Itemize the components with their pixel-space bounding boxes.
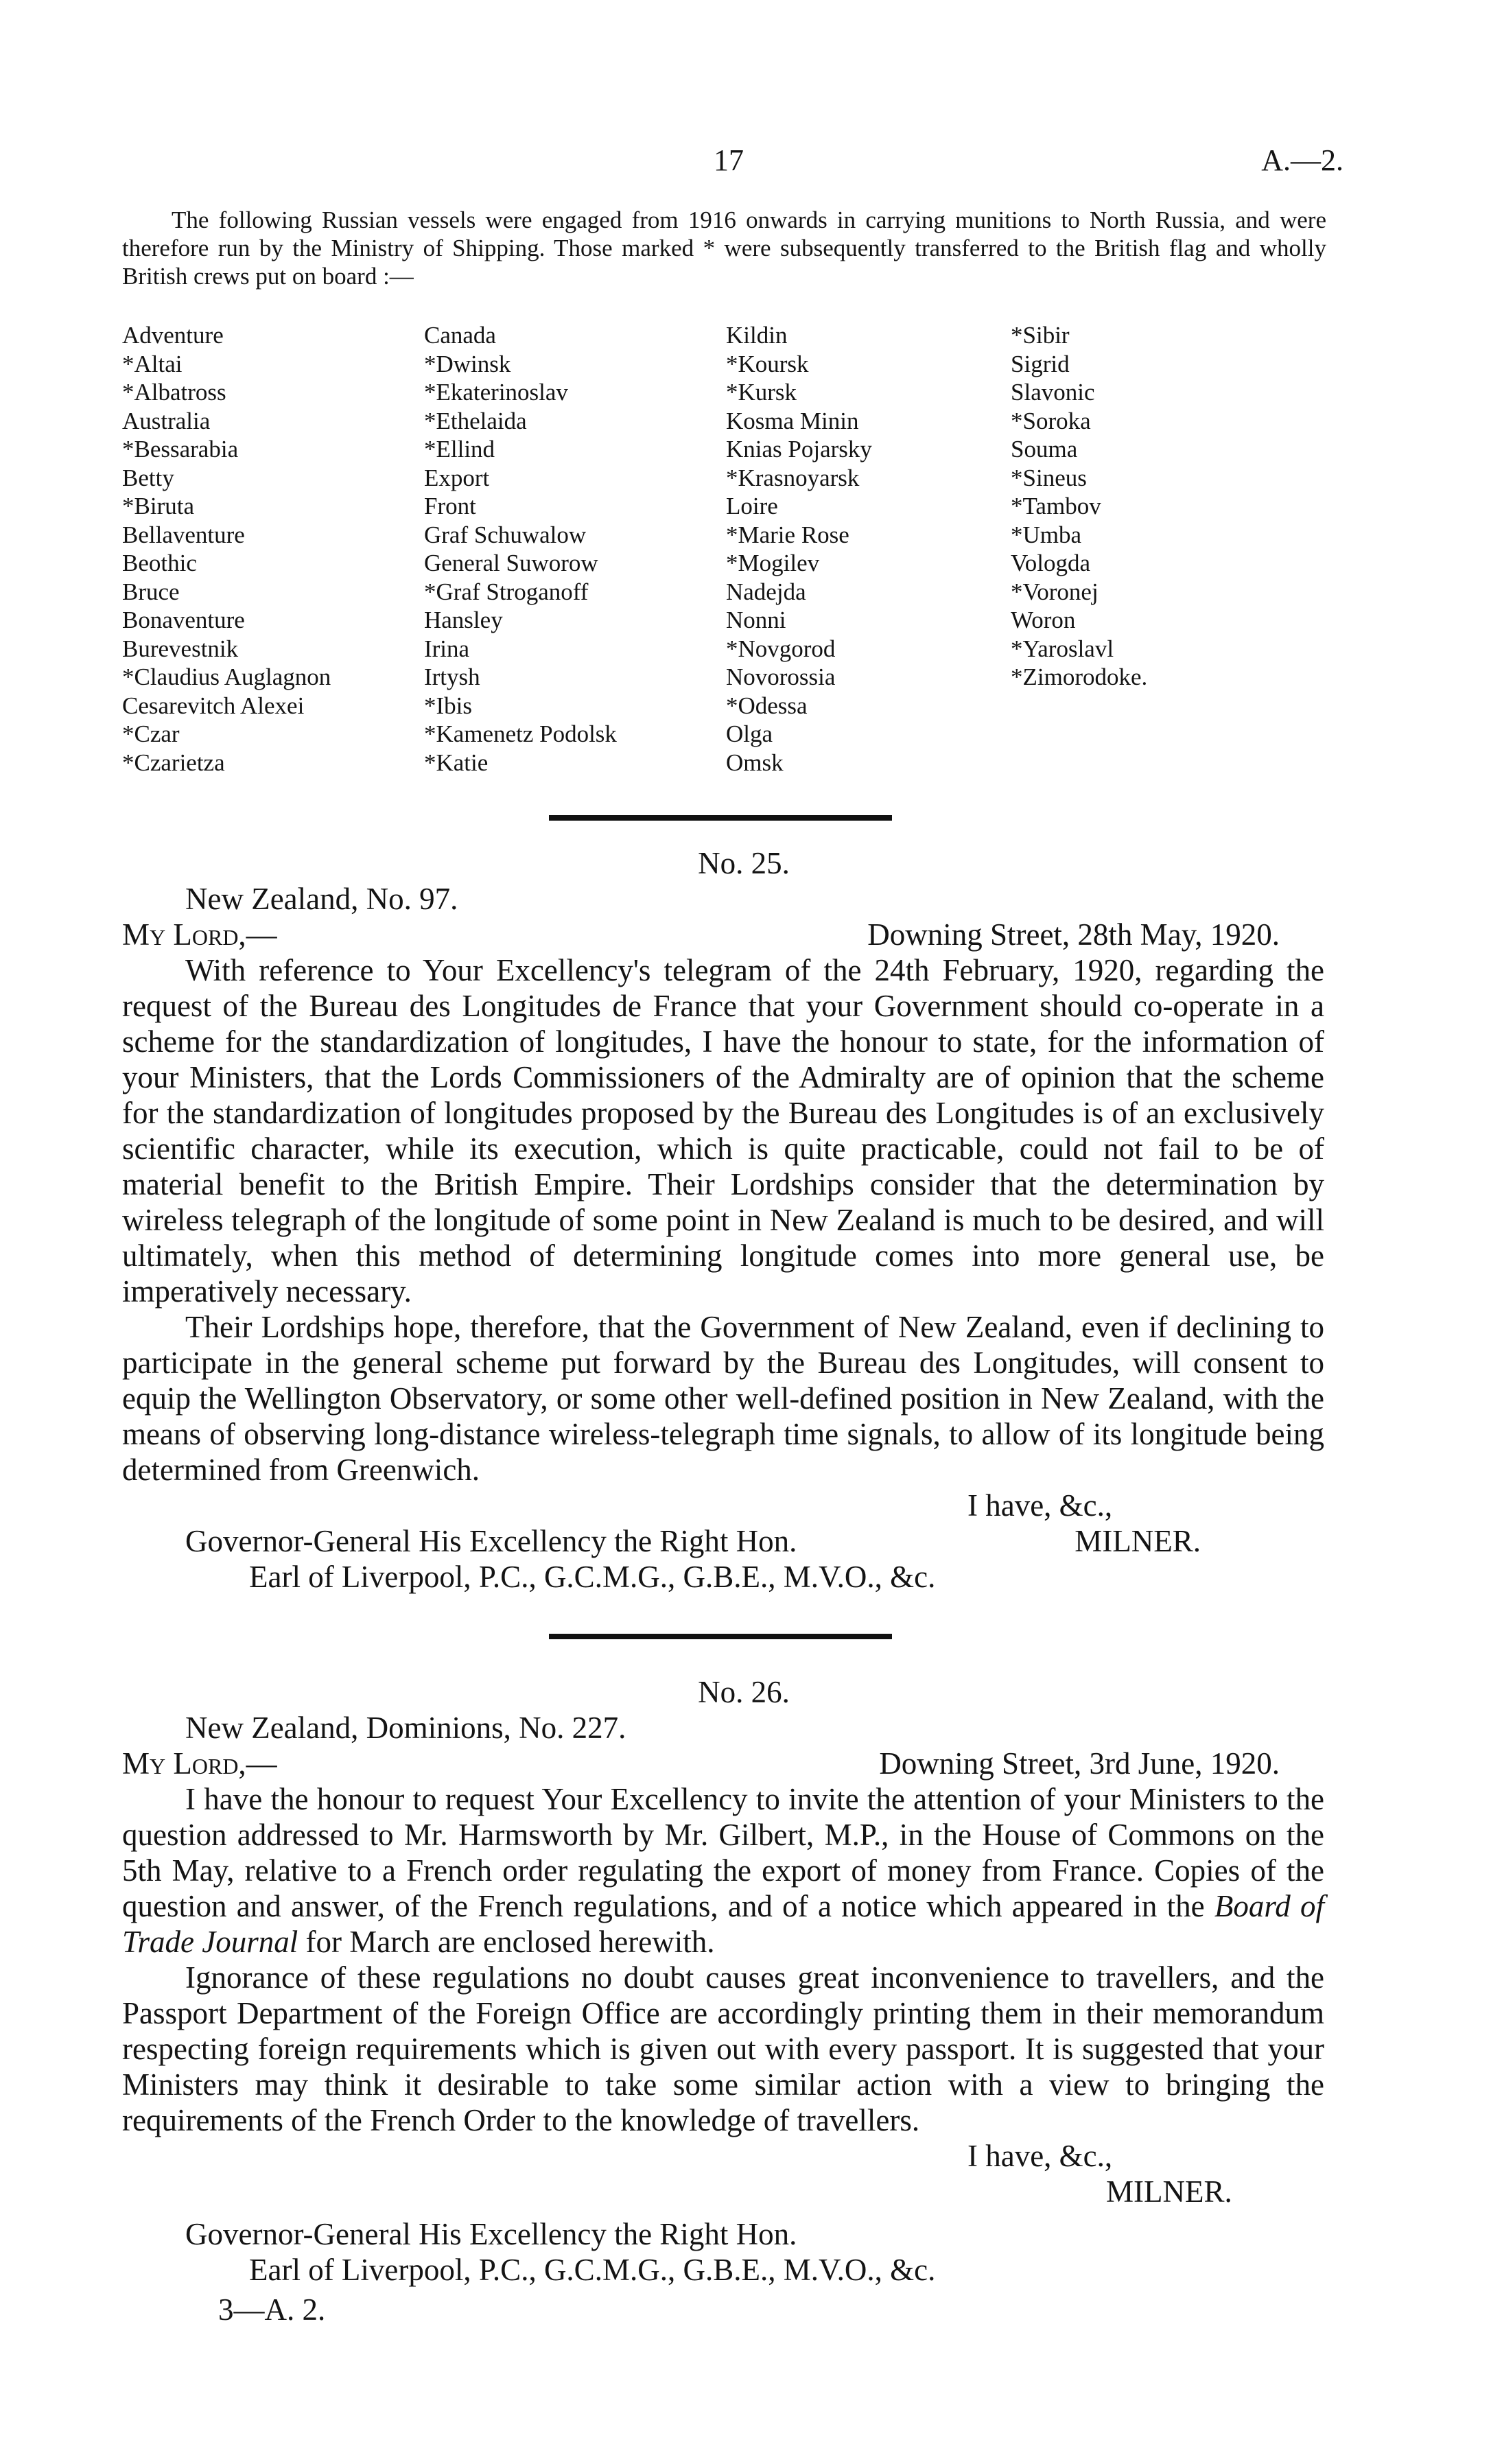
vessels-intro (122, 206, 1326, 290)
vessel-name: Olga (726, 720, 773, 747)
vessel-name: *Altai (122, 350, 183, 377)
vessel-name: *Yaroslavl (1011, 635, 1114, 662)
vessel-name: *Claudius Auglagnon (122, 664, 331, 690)
signature: MILNER. (1075, 1524, 1201, 1558)
intro-paragraph: The following Russian vessels were engaged from 1916 onwards in carrying munitions to North Russia, and were therefore run by the Ministry of Shipping. Those marked * were subsequently transferred to the British flag and wholly British crews put on board :— (122, 207, 1326, 290)
paper-reference: A.—2. (1261, 143, 1343, 177)
vessel-name: *Soroka (1011, 407, 1091, 434)
vessel-name: *Novgorod (726, 635, 836, 662)
vessel-name: *Umba (1011, 521, 1082, 548)
vessel-name: Graf Schuwalow (424, 521, 587, 548)
section-divider (549, 815, 892, 821)
vessel-name: *Ekaterinoslav (424, 379, 568, 406)
section-divider (549, 1634, 892, 1639)
vessel-name: *Katie (424, 749, 489, 776)
vessel-name: *Dwinsk (424, 350, 511, 377)
vessel-name: Beothic (122, 550, 197, 576)
vessel-list (122, 321, 1330, 777)
document-number: No. 26. (698, 1675, 790, 1709)
vessel-name: *Marie Rose (726, 521, 849, 548)
body-text-a: I have the honour to request Your Excellency to invite the attention of your Ministers to the question addressed to Mr. Harmsworth by Mr. Gilbert, M.P., in the House of Commons on the 5th May, relative to a French order regulating the export of money from France. Copies of the question and answer, of the French regulations, and of a notice which appeared in the (122, 1782, 1324, 1923)
vessel-column-2 (424, 321, 726, 777)
vessel-name: Adventure (122, 322, 224, 349)
vessel-name: Kosma Minin (726, 407, 859, 434)
vessel-name: *Czarietza (122, 749, 225, 776)
vessel-name: *Graf Stroganoff (424, 578, 589, 605)
vessel-name: *Biruta (122, 493, 194, 519)
addressee-signature-row (122, 1523, 1324, 1559)
vessel-name: Kildin (726, 322, 788, 349)
vessel-name: *Bessarabia (122, 436, 239, 462)
despatch-no-26 (122, 1674, 1324, 2327)
journal-title: Board of Trade Journal (122, 1889, 1324, 1959)
vessel-name: Slavonic (1011, 379, 1095, 406)
vessel-name: *Ethelaida (424, 407, 527, 434)
vessel-column-1 (122, 321, 424, 777)
vessel-name: *Kursk (726, 379, 797, 406)
vessel-name: *Albatross (122, 379, 226, 406)
vessel-name: Novorossia (726, 664, 836, 690)
addressee-line-1: Governor-General His Excellency the Right Hon. (185, 2217, 797, 2251)
body-text-b: for March are enclosed herewith. (298, 1925, 715, 1959)
dispatch-reference: New Zealand, Dominions, No. 227. (185, 1711, 626, 1745)
salutation-row (122, 917, 1324, 952)
vessel-name: Bonaventure (122, 607, 245, 633)
vessel-name: Betty (122, 464, 174, 491)
vessel-name: Nadejda (726, 578, 806, 605)
body-paragraph: Ignorance of these regulations no doubt causes great inconvenience to travellers, and the Passport Department of the Foreign Office are accordingly printing them in their memorandum respecting foreign requirements which is given out with every passport. It is suggested that your Ministers may think it desirable to take some similar action with a view to bringing the requirements of the French Order to the knowledge of travellers. (122, 1960, 1324, 2137)
vessel-name: *Mogilev (726, 550, 820, 576)
vessel-name: Loire (726, 493, 778, 519)
place-date: Downing Street, 3rd June, 1920. (879, 1746, 1280, 1781)
signature: MILNER. (1106, 2174, 1232, 2209)
despatch-no-25 (122, 845, 1324, 1595)
addressee-line-1: Governor-General His Excellency the Right Hon. (185, 1524, 797, 1558)
vessel-name: General Suworow (424, 550, 598, 576)
vessel-column-4 (1011, 321, 1313, 777)
vessel-name: *Voronej (1011, 578, 1099, 605)
vessel-name: *Odessa (726, 692, 808, 719)
vessel-name: Export (424, 464, 490, 491)
vessel-name: *Sibir (1011, 322, 1070, 349)
dispatch-reference: New Zealand, No. 97. (185, 882, 458, 916)
vessel-name: *Tambov (1011, 493, 1101, 519)
printer-signature-mark: 3—A. 2. (218, 2292, 326, 2327)
addressee-line-2: Earl of Liverpool, P.C., G.C.M.G., G.B.E., M.V.O., &c. (249, 1560, 936, 1594)
vessel-name: *Ibis (424, 692, 472, 719)
vessel-name: Bruce (122, 578, 180, 605)
vessel-name: *Zimorodoke. (1011, 664, 1148, 690)
vessel-name: Front (424, 493, 476, 519)
vessel-name: Cesarevitch Alexei (122, 692, 305, 719)
vessel-name: *Ellind (424, 436, 495, 462)
vessel-name: *Czar (122, 720, 180, 747)
vessel-name: Irina (424, 635, 470, 662)
vessel-name: Hansley (424, 607, 503, 633)
vessel-name: Sigrid (1011, 350, 1070, 377)
addressee-line-2: Earl of Liverpool, P.C., G.C.M.G., G.B.E., M.V.O., &c. (249, 2253, 936, 2287)
vessel-name: Irtysh (424, 664, 480, 690)
vessel-name: Bellaventure (122, 521, 245, 548)
closing: I have, &c., (967, 2139, 1113, 2173)
letter-body (122, 952, 1324, 1488)
vessel-name: Nonni (726, 607, 786, 633)
vessel-name: *Kamenetz Podolsk (424, 720, 617, 747)
vessel-name: Knias Pojarsky (726, 436, 872, 462)
letter-body (122, 1781, 1324, 2138)
vessel-name: Omsk (726, 749, 784, 776)
vessel-name: Australia (122, 407, 211, 434)
body-paragraph: With reference to Your Excellency's telegram of the 24th February, 1920, regarding the request of the Bureau des Longitudes de France that your Government should co-operate in a scheme for the standardization of longitudes, I have the honour to state, for the information of your Ministers, that the Lords Commissioners of the Admiralty are of opinion that the scheme for the standardization of longitudes proposed by the Bureau des Longitudes is of an exclusively scientific character, while its execution, which is quite practicable, could not fail to be of material benefit to the British Empire. Their Lordships consider that the determination by wireless telegraph of the longitude of some point in New Zealand is much to be desired, and will ultimately, when this method of determining longitude comes into more general use, be imperatively necessary. (122, 953, 1324, 1309)
body-paragraph (122, 1781, 1324, 1960)
salutation: My Lord,— (122, 1746, 277, 1781)
vessel-name: *Koursk (726, 350, 809, 377)
salutation-row (122, 1746, 1324, 1781)
vessel-name: Canada (424, 322, 496, 349)
vessel-name: *Sineus (1011, 464, 1087, 491)
document-number: No. 25. (698, 846, 790, 880)
vessel-name: Burevestnik (122, 635, 239, 662)
vessel-name: Souma (1011, 436, 1078, 462)
salutation: My Lord,— (122, 917, 277, 952)
vessel-name: *Krasnoyarsk (726, 464, 860, 491)
page-number: 17 (714, 143, 744, 177)
body-paragraph: Their Lordships hope, therefore, that the Government of New Zealand, even if declining to participate in the general scheme put forward by the Bureau des Longitudes, will consent to equip the Wellington Observatory, or some other well-defined position in New Zealand, with the means of observing long-distance wireless-telegraph time signals, to allow of its longitude being determined from Greenwich. (122, 1310, 1324, 1487)
vessel-name: Vologda (1011, 550, 1091, 576)
vessel-column-3 (726, 321, 1011, 777)
vessel-name: Woron (1011, 607, 1076, 633)
place-date: Downing Street, 28th May, 1920. (867, 917, 1280, 952)
closing: I have, &c., (967, 1488, 1113, 1523)
